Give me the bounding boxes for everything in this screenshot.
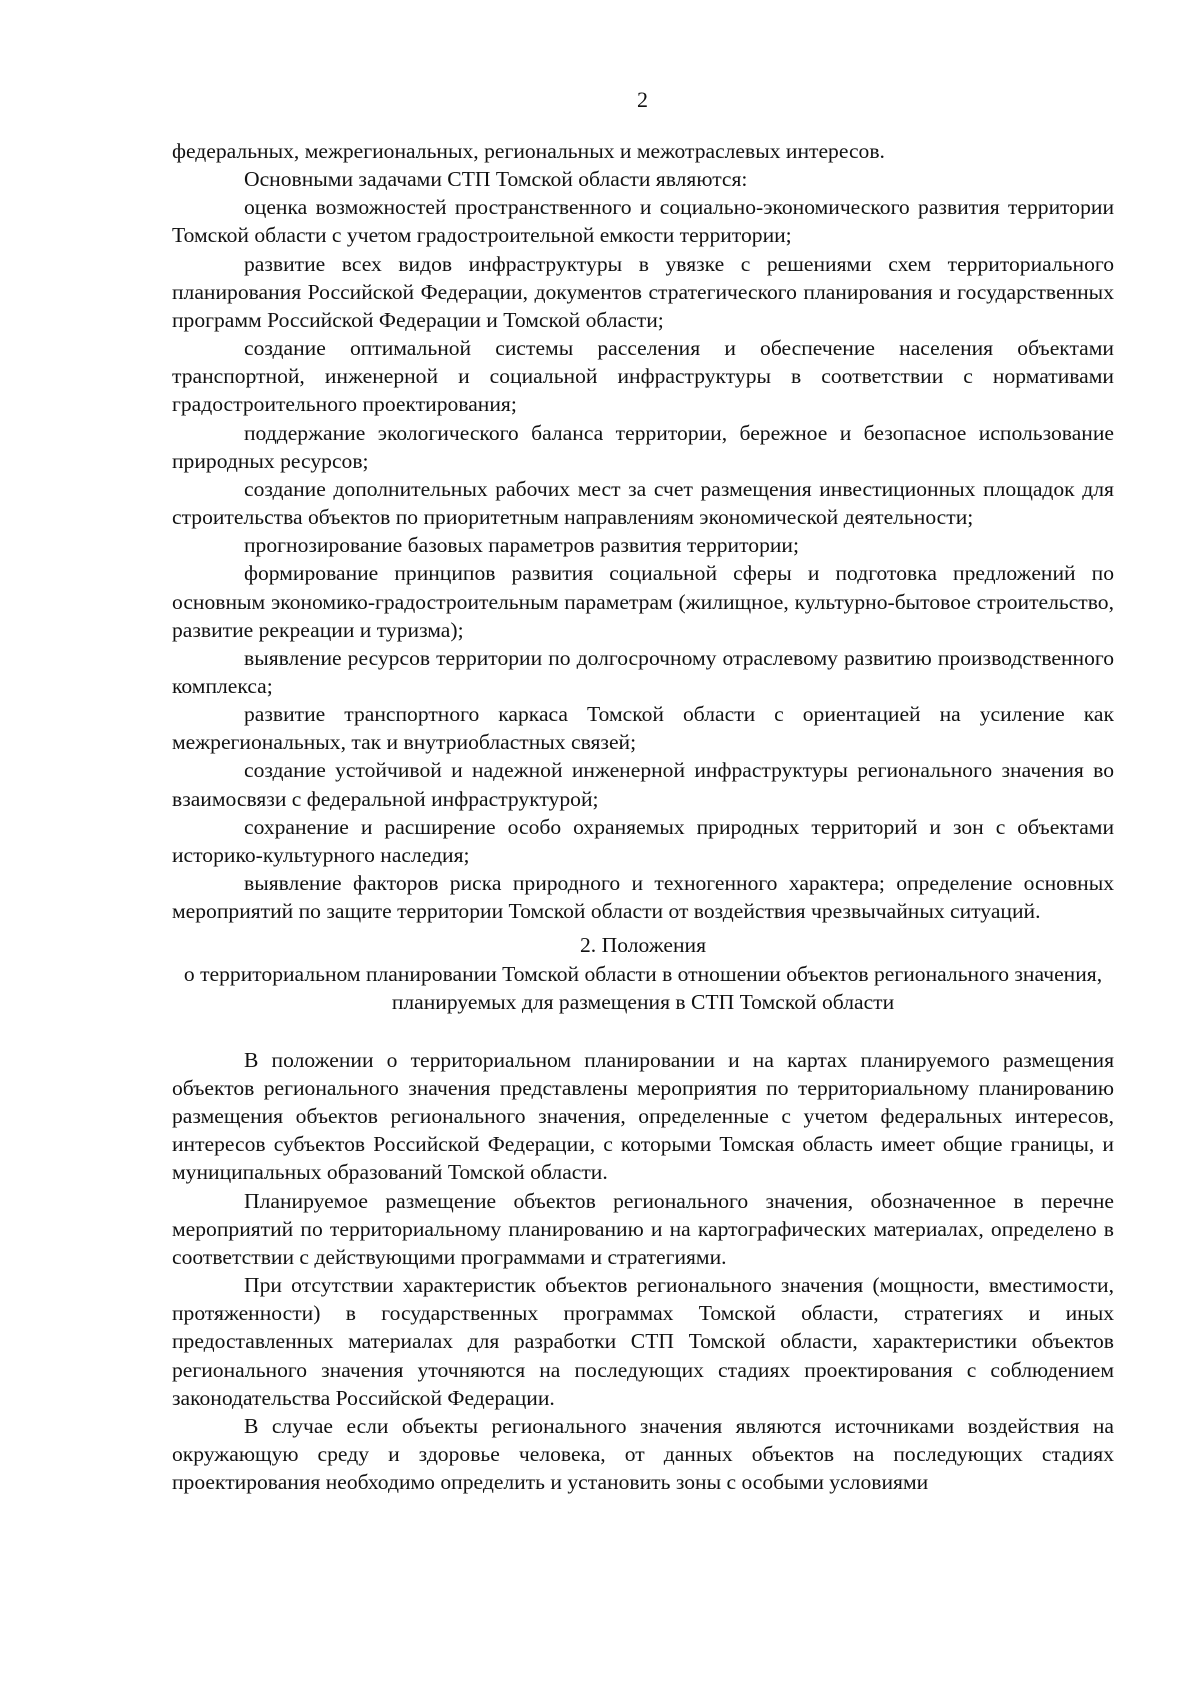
paragraph: сохранение и расширение особо охраняемых природных территорий и зон с объектами историко-культурного наследия; [172,814,1114,867]
paragraph: создание оптимальной системы расселения и обеспечение населения объектами транспортной, инженерной и социальной инфраструктуры в соответствии с нормативами градостроительного проектирования; [172,336,1114,417]
paragraph: В случае если объекты регионального значения являются источниками воздействия на окружающую среду и здоровье человека, от данных объектов на последующих стадиях проектирования необходимо определить и установить зоны с особыми условиями [172,1413,1114,1495]
tasks-section [172,137,1114,925]
paragraph: развитие всех видов инфраструктуры в увязке с решениями схем территориального планирования Российской Федерации, документов стратегического планирования и государственных программ Российской Федерации и Томской области; [172,251,1114,332]
section-spacer [172,1016,1114,1046]
paragraph: выявление факторов риска природного и техногенного характера; определение основных мероприятий по защите территории Томской области от воздействия чрезвычайных ситуаций. [172,871,1114,924]
paragraph: поддержание экологического баланса территории, бережное и безопасное использование природных ресурсов; [172,420,1114,473]
paragraph: оценка возможностей пространственного и социально-экономического развития территории Томской области с учетом градостроительной емкости территории; [172,195,1114,248]
provisions-section [172,1046,1114,1497]
page-number: 2 [637,87,648,112]
paragraph: выявление ресурсов территории по долгосрочному отраслевому развитию производственного комплекса; [172,645,1114,698]
paragraph: федеральных, межрегиональных, региональных и межотраслевых интересов. [172,139,885,163]
paragraph: В положении о территориальном планировании и на картах планируемого размещения объектов регионального значения представлены мероприятия по территориальному планированию размещения объектов регионального значения, определенные с учетом федеральных интересов, интересов субъектов Российской Федерации, с которыми Томская область имеет общие границы, и муниципальных образований Томской области. [172,1047,1114,1185]
paragraph: При отсутствии характеристик объектов регионального значения (мощности, вместимости, протяженности) в государственных программах Томской области, стратегиях и иных предоставленных материалах для разработки СТП Томской области, характеристики объектов регионального значения уточняются на последующих стадиях проектирования с соблюдением законодательства Российской Федерации. [172,1273,1114,1410]
paragraph: Планируемое размещение объектов регионального значения, обозначенное в перечне мероприятий по территориальному планированию и на картографических материалах, определено в соответствии с действующими программами и стратегиями. [172,1188,1114,1269]
paragraph: Основными задачами СТП Томской области являются: [244,167,748,192]
section-subtitle: о территориальном планировании Томской области в отношении объектов регионального значения, планируемых для размещения в СТП Томской области [183,961,1103,1014]
section-title: 2. Положения [580,933,706,958]
paragraph: создание дополнительных рабочих мест за счет размещения инвестиционных площадок для строительства объектов по приоритетным направлениям экономической деятельности; [172,476,1114,530]
paragraph: развитие транспортного каркаса Томской области с ориентацией на усиление как межрегиональных, так и внутриобластных связей; [172,702,1114,755]
document-body [172,137,1114,1496]
paragraph: создание устойчивой и надежной инженерной инфраструктуры регионального значения во взаимосвязи с федеральной инфраструктурой; [172,758,1114,811]
paragraph: прогнозирование базовых параметров развития территории; [244,533,799,558]
section-heading [172,931,1114,1015]
paragraph: формирование принципов развития социальной сферы и подготовка предложений по основным экономико-градостроительным параметрам (жилищное, культурно-бытовое строительство, развитие рекреации и туризма); [172,561,1114,642]
